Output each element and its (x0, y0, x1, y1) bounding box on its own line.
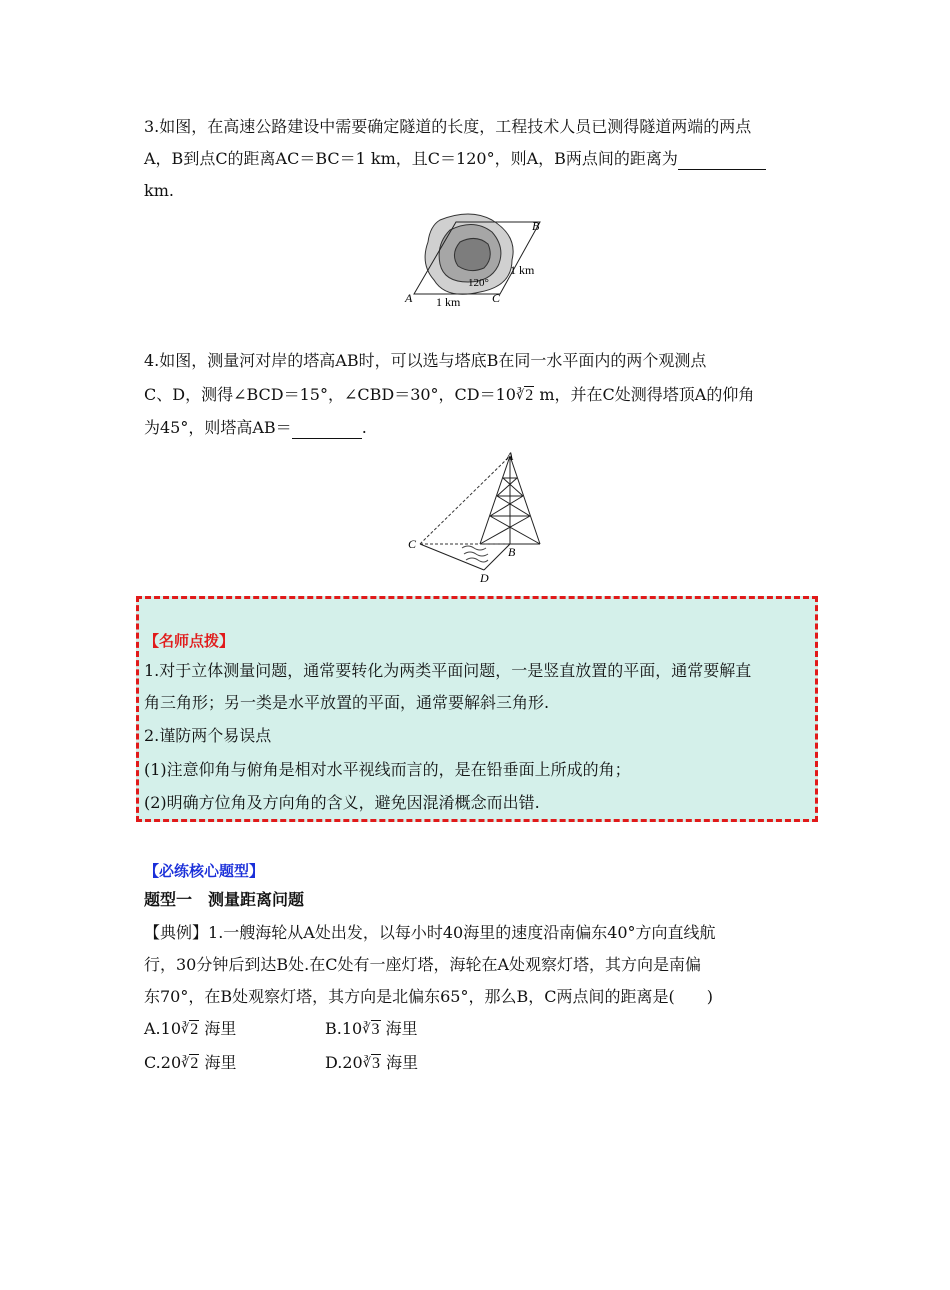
answer-blank[interactable] (292, 420, 362, 439)
tip-title: 【名师点拨】 (144, 632, 235, 650)
example-line-2: 行，30分钟后到达B处.在C处有一座灯塔，海轮在A处观察灯塔，其方向是南偏 (144, 955, 702, 974)
fig3-angle: 120° (468, 277, 489, 289)
sqrt-2 (181, 1055, 199, 1072)
option-d-prefix: D.20 (325, 1053, 363, 1072)
question-type-title: 题型一 测量距离问题 (144, 890, 305, 909)
fig3-label-c: C (492, 291, 501, 305)
q3-line-2-text: A，B到点C的距离AC＝BC＝1 km，且C＝120°，则A，B两点间的距离为 (144, 149, 678, 168)
option-b[interactable] (325, 1018, 418, 1041)
option-c-unit: 海里 (204, 1053, 237, 1072)
q4-line-3 (144, 417, 367, 439)
option-d-unit: 海里 (386, 1053, 419, 1072)
fig4-label-a: A (506, 449, 514, 463)
example-line-1-text: 1.一艘海轮从A处出发，以每小时40海里的速度沿南偏东40°方向直线航 (208, 923, 716, 942)
example-line-3: 东70°，在B处观察灯塔，其方向是北偏东65°，那么B，C两点间的距离是( ) (144, 987, 713, 1006)
q4-line-3-end: . (361, 418, 367, 437)
sqrt-2 (181, 1021, 199, 1038)
q3-line-3: km. (144, 181, 174, 200)
sqrt-3 (363, 1055, 381, 1072)
radical-icon: ∛ (362, 1055, 371, 1070)
option-d[interactable] (325, 1052, 418, 1075)
q4-line-2-post: m，并在C处测得塔顶A的仰角 (534, 385, 755, 404)
option-b-unit: 海里 (385, 1019, 418, 1038)
tower-right-leg (510, 456, 540, 544)
fig3-side-ac: 1 km (436, 295, 461, 309)
tip-line-2: 角三角形；另一类是水平放置的平面，通常要解斜三角形. (144, 693, 550, 712)
fig4-label-c: C (408, 537, 417, 551)
fig4-label-d: D (480, 571, 489, 585)
q3-line-1: 3.如图，在高速公路建设中需要确定隧道的长度，工程技术人员已测得隧道两端的两点 (144, 117, 752, 136)
river-icon (462, 546, 488, 562)
option-c[interactable] (144, 1052, 237, 1075)
tip-line-1: 1.对于立体测量问题，通常要转化为两类平面问题，一是竖直放置的平面，通常要解直 (144, 661, 752, 680)
sqrt-value: 2 (190, 1055, 199, 1072)
fig3-label-a: A (405, 291, 413, 305)
tip-line-4: (1)注意仰角与俯角是相对水平视线而言的，是在铅垂面上所成的角； (144, 760, 631, 779)
q4-line-2-pre: C、D，测得∠BCD＝15°，∠CBD＝30°，CD＝10 (144, 385, 516, 404)
q4-line-1: 4.如图，测量河对岸的塔高AB时，可以选与塔底B在同一水平面内的两个观测点 (144, 351, 707, 370)
sight-line-ca (420, 456, 510, 544)
example-tag: 【典例】 (144, 923, 209, 942)
option-a-prefix: A.10 (144, 1019, 181, 1038)
terrain-inner (454, 238, 490, 270)
tower-figure (400, 448, 550, 586)
fig3-side-bc: 1 km (510, 263, 535, 277)
radical-icon: ∛ (362, 1021, 371, 1036)
tunnel-figure (400, 208, 550, 312)
option-c-prefix: C.20 (144, 1053, 182, 1072)
radical-icon: ∛ (181, 1021, 190, 1036)
fig4-label-b: B (508, 545, 516, 559)
q4-line-2 (144, 384, 754, 407)
radical-icon: ∛ (516, 387, 525, 402)
fig3-label-b: B (532, 219, 540, 233)
option-b-prefix: B.10 (325, 1019, 363, 1038)
answer-blank[interactable] (678, 151, 766, 170)
section-title: 【必练核心题型】 (144, 862, 265, 880)
sqrt-3 (362, 1021, 380, 1038)
radical-icon: ∛ (181, 1055, 190, 1070)
example-line-1 (144, 922, 716, 944)
q4-line-3-text: 为45°，则塔高AB＝ (144, 418, 292, 437)
sqrt-value: 3 (372, 1055, 380, 1072)
tip-line-5: (2)明确方位角及方向角的含义，避免因混淆概念而出错. (144, 793, 540, 812)
option-a[interactable] (144, 1018, 236, 1041)
sqrt-2 (516, 387, 534, 404)
line-bd (484, 544, 510, 570)
tip-line-3: 2.谨防两个易误点 (144, 726, 272, 745)
q3-line-2 (144, 148, 766, 170)
sqrt-value: 2 (190, 1021, 199, 1038)
sqrt-value: 2 (525, 387, 534, 404)
tower-left-leg (480, 456, 510, 544)
sqrt-value: 3 (371, 1021, 380, 1038)
option-a-unit: 海里 (204, 1019, 237, 1038)
